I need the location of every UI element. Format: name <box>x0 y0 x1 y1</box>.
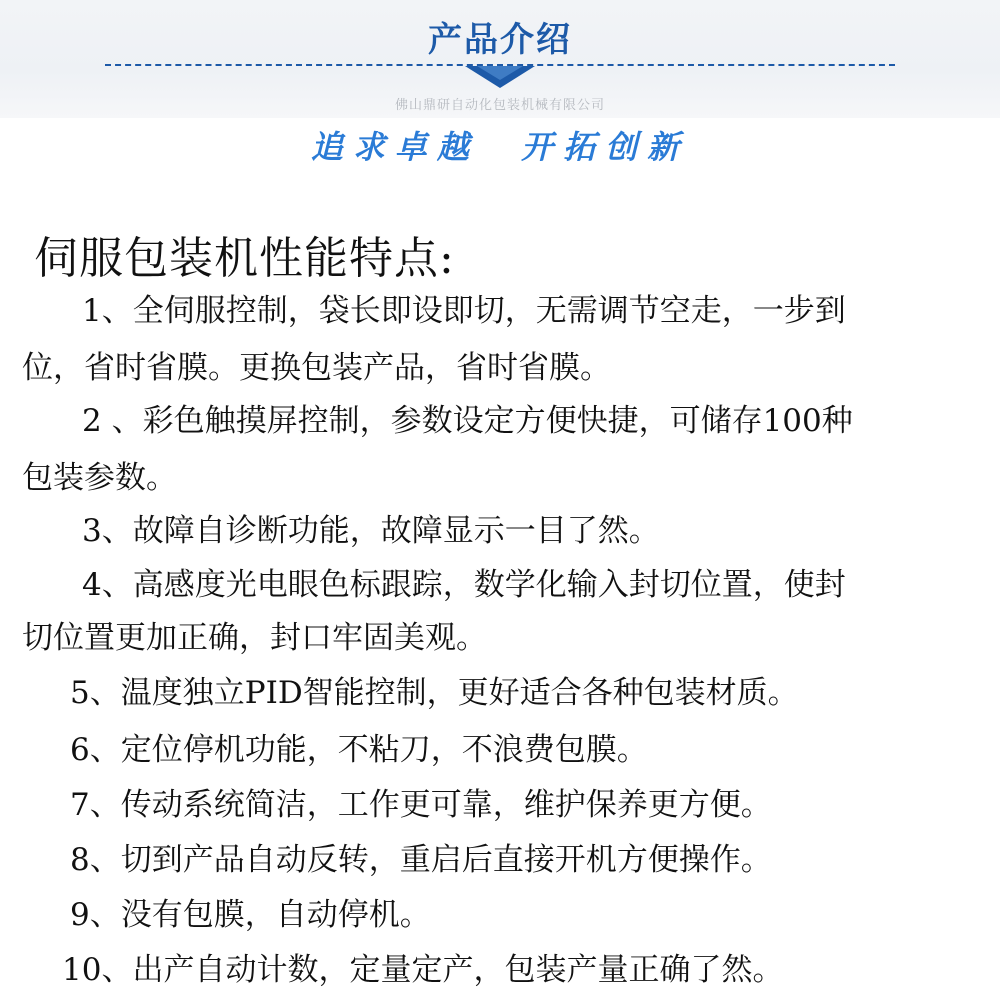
feature-3: 3、故障自诊断功能，故障显示一目了然。 <box>82 513 660 549</box>
feature-9: 9、没有包膜，自动停机。 <box>70 897 431 933</box>
feature-10: 10、出产自动计数，定量定产，包装产量正确了然。 <box>62 952 784 988</box>
feature-5: 5、温度独立PID智能控制，更好适合各种包装材质。 <box>70 675 799 711</box>
slogan: 追求卓越 开拓创新 <box>310 128 690 166</box>
feature-4-line-1: 4、高感度光电眼色标跟踪，数学化输入封切位置，使封 <box>82 567 846 603</box>
feature-1-line-2: 位，省时省膜。更换包装产品，省时省膜。 <box>22 350 611 386</box>
feature-8: 8、切到产品自动反转，重启后直接开机方便操作。 <box>70 842 772 878</box>
feature-2-line-2: 包装参数。 <box>22 460 177 496</box>
feature-1-line-1: 1、全伺服控制，袋长即设即切，无需调节空走，一步到 <box>82 293 846 329</box>
feature-6: 6、定位停机功能，不粘刀，不浪费包膜。 <box>70 732 648 768</box>
section-title: 伺服包装机性能特点: <box>34 233 455 284</box>
feature-2-line-1: 2 、彩色触摸屏控制，参数设定方便快捷，可储存100种 <box>82 403 853 439</box>
feature-7: 7、传动系统简洁，工作更可靠，维护保养更方便。 <box>70 787 772 823</box>
header-title: 产品介绍 <box>428 20 572 60</box>
feature-4-line-2: 切位置更加正确，封口牢固美观。 <box>22 620 487 656</box>
company-name: 佛山鼎研自动化包装机械有限公司 <box>394 98 605 113</box>
